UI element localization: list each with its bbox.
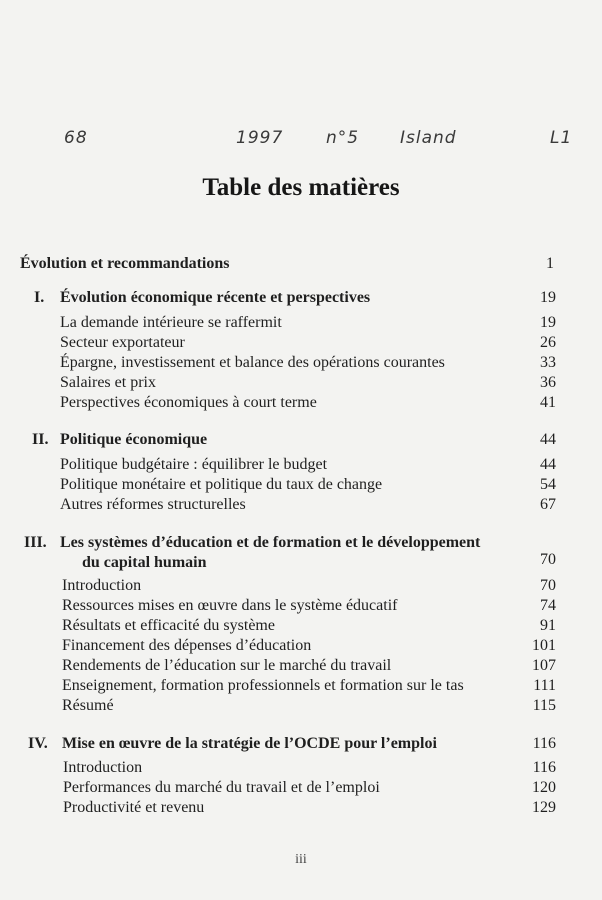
toc-page-number: 101 xyxy=(532,637,556,654)
toc-entry-label: Performances du marché du travail et de l’emploi xyxy=(63,779,380,796)
toc-page-number: 91 xyxy=(540,617,556,634)
toc-page-number: 26 xyxy=(540,334,556,351)
section-title: Politique économique xyxy=(60,431,208,448)
toc-page-number: 111 xyxy=(533,677,556,694)
toc-entry-intro[interactable] xyxy=(20,254,554,274)
section-numeral: IV. xyxy=(28,735,48,752)
toc-entry-label: La demande intérieure se raffermit xyxy=(60,314,282,331)
toc-page-number: 33 xyxy=(540,354,556,371)
toc-page-number: 70 xyxy=(540,551,556,568)
toc-page-number: 54 xyxy=(540,476,556,493)
toc-entry[interactable] xyxy=(63,758,556,778)
toc-page-number: 44 xyxy=(540,456,556,473)
toc-entry[interactable] xyxy=(60,455,556,475)
section-title-line2: du capital humain xyxy=(82,554,207,571)
toc-entry-label: Politique budgétaire : équilibrer le budget xyxy=(60,456,328,473)
handwritten-note: 1997 xyxy=(236,128,284,148)
toc-entry[interactable] xyxy=(62,636,556,656)
toc-page-number: 116 xyxy=(532,759,556,776)
footer-page-number: iii xyxy=(295,852,307,867)
section-title: Mise en œuvre de la stratégie de l’OCDE pour l’emploi xyxy=(62,735,437,752)
toc-entry[interactable] xyxy=(62,576,556,596)
toc-entry[interactable] xyxy=(62,616,556,636)
section-title: Les systèmes d’éducation et de formation et le développement xyxy=(60,534,481,551)
toc-entry[interactable] xyxy=(62,596,556,616)
toc-entry-label: Financement des dépenses d’éducation xyxy=(62,637,312,654)
toc-entry[interactable] xyxy=(60,393,556,413)
section-numeral: II. xyxy=(32,431,49,448)
toc-entry-label: Rendements de l’éducation sur le marché du travail xyxy=(62,657,392,674)
toc-page-number: 74 xyxy=(540,597,556,614)
toc-section-heading[interactable] xyxy=(22,533,556,573)
page-title: Table des matières xyxy=(202,174,400,201)
toc-page-number: 19 xyxy=(540,314,556,331)
toc-entry-label: Épargne, investissement et balance des opérations courantes xyxy=(60,354,445,371)
handwritten-note: Island xyxy=(400,128,457,148)
toc-page-number: 116 xyxy=(532,735,556,752)
toc-page-number: 36 xyxy=(540,374,556,391)
toc-entry[interactable] xyxy=(60,373,556,393)
toc-entry-label: Salaires et prix xyxy=(60,374,156,391)
toc-entry[interactable] xyxy=(60,313,556,333)
toc-entry[interactable] xyxy=(60,353,556,373)
toc-entry-label: Ressources mises en œuvre dans le système éducatif xyxy=(62,597,398,614)
toc-entry-label: Enseignement, formation professionnels et formation sur le tas xyxy=(62,677,464,694)
toc-page-number: 115 xyxy=(532,697,556,714)
section-title: Évolution économique récente et perspectives xyxy=(60,289,371,306)
toc-entry[interactable] xyxy=(60,495,556,515)
toc-page-number: 129 xyxy=(532,799,556,816)
toc-entry[interactable] xyxy=(62,656,556,676)
toc-entry[interactable] xyxy=(60,333,556,353)
toc-entry[interactable] xyxy=(60,475,556,495)
toc-entry[interactable] xyxy=(63,798,556,818)
toc-page-number: 1 xyxy=(546,255,554,272)
toc-entry-label: Politique monétaire et politique du taux de change xyxy=(60,476,383,493)
toc-entry[interactable] xyxy=(63,778,556,798)
handwritten-note: n°5 xyxy=(326,128,360,148)
toc-entry-label: Résultats et efficacité du système xyxy=(62,617,275,634)
toc-page-number: 19 xyxy=(540,289,556,306)
toc-page-number: 70 xyxy=(540,577,556,594)
toc-entry-label: Autres réformes structurelles xyxy=(60,496,246,513)
toc-entry[interactable] xyxy=(62,676,556,696)
section-numeral: I. xyxy=(34,289,45,306)
toc-entry-label: Introduction xyxy=(62,577,142,594)
toc-page-number: 41 xyxy=(540,394,556,411)
handwritten-note: L1 xyxy=(550,128,573,148)
toc-entry-label: Évolution et recommandations xyxy=(20,255,230,272)
section-numeral: III. xyxy=(24,534,47,551)
toc-page-number: 44 xyxy=(540,431,556,448)
toc-entry-label: Productivité et revenu xyxy=(63,799,205,816)
toc-entry-label: Secteur exportateur xyxy=(60,334,185,351)
toc-entry[interactable] xyxy=(62,696,556,716)
toc-page-number: 107 xyxy=(532,657,556,674)
toc-entry-label: Résumé xyxy=(62,697,114,714)
toc-page-number: 120 xyxy=(532,779,556,796)
handwritten-note: 68 xyxy=(64,128,88,148)
toc-page-number: 67 xyxy=(540,496,556,513)
toc-entry-label: Introduction xyxy=(63,759,143,776)
toc-entry-label: Perspectives économiques à court terme xyxy=(60,394,317,411)
